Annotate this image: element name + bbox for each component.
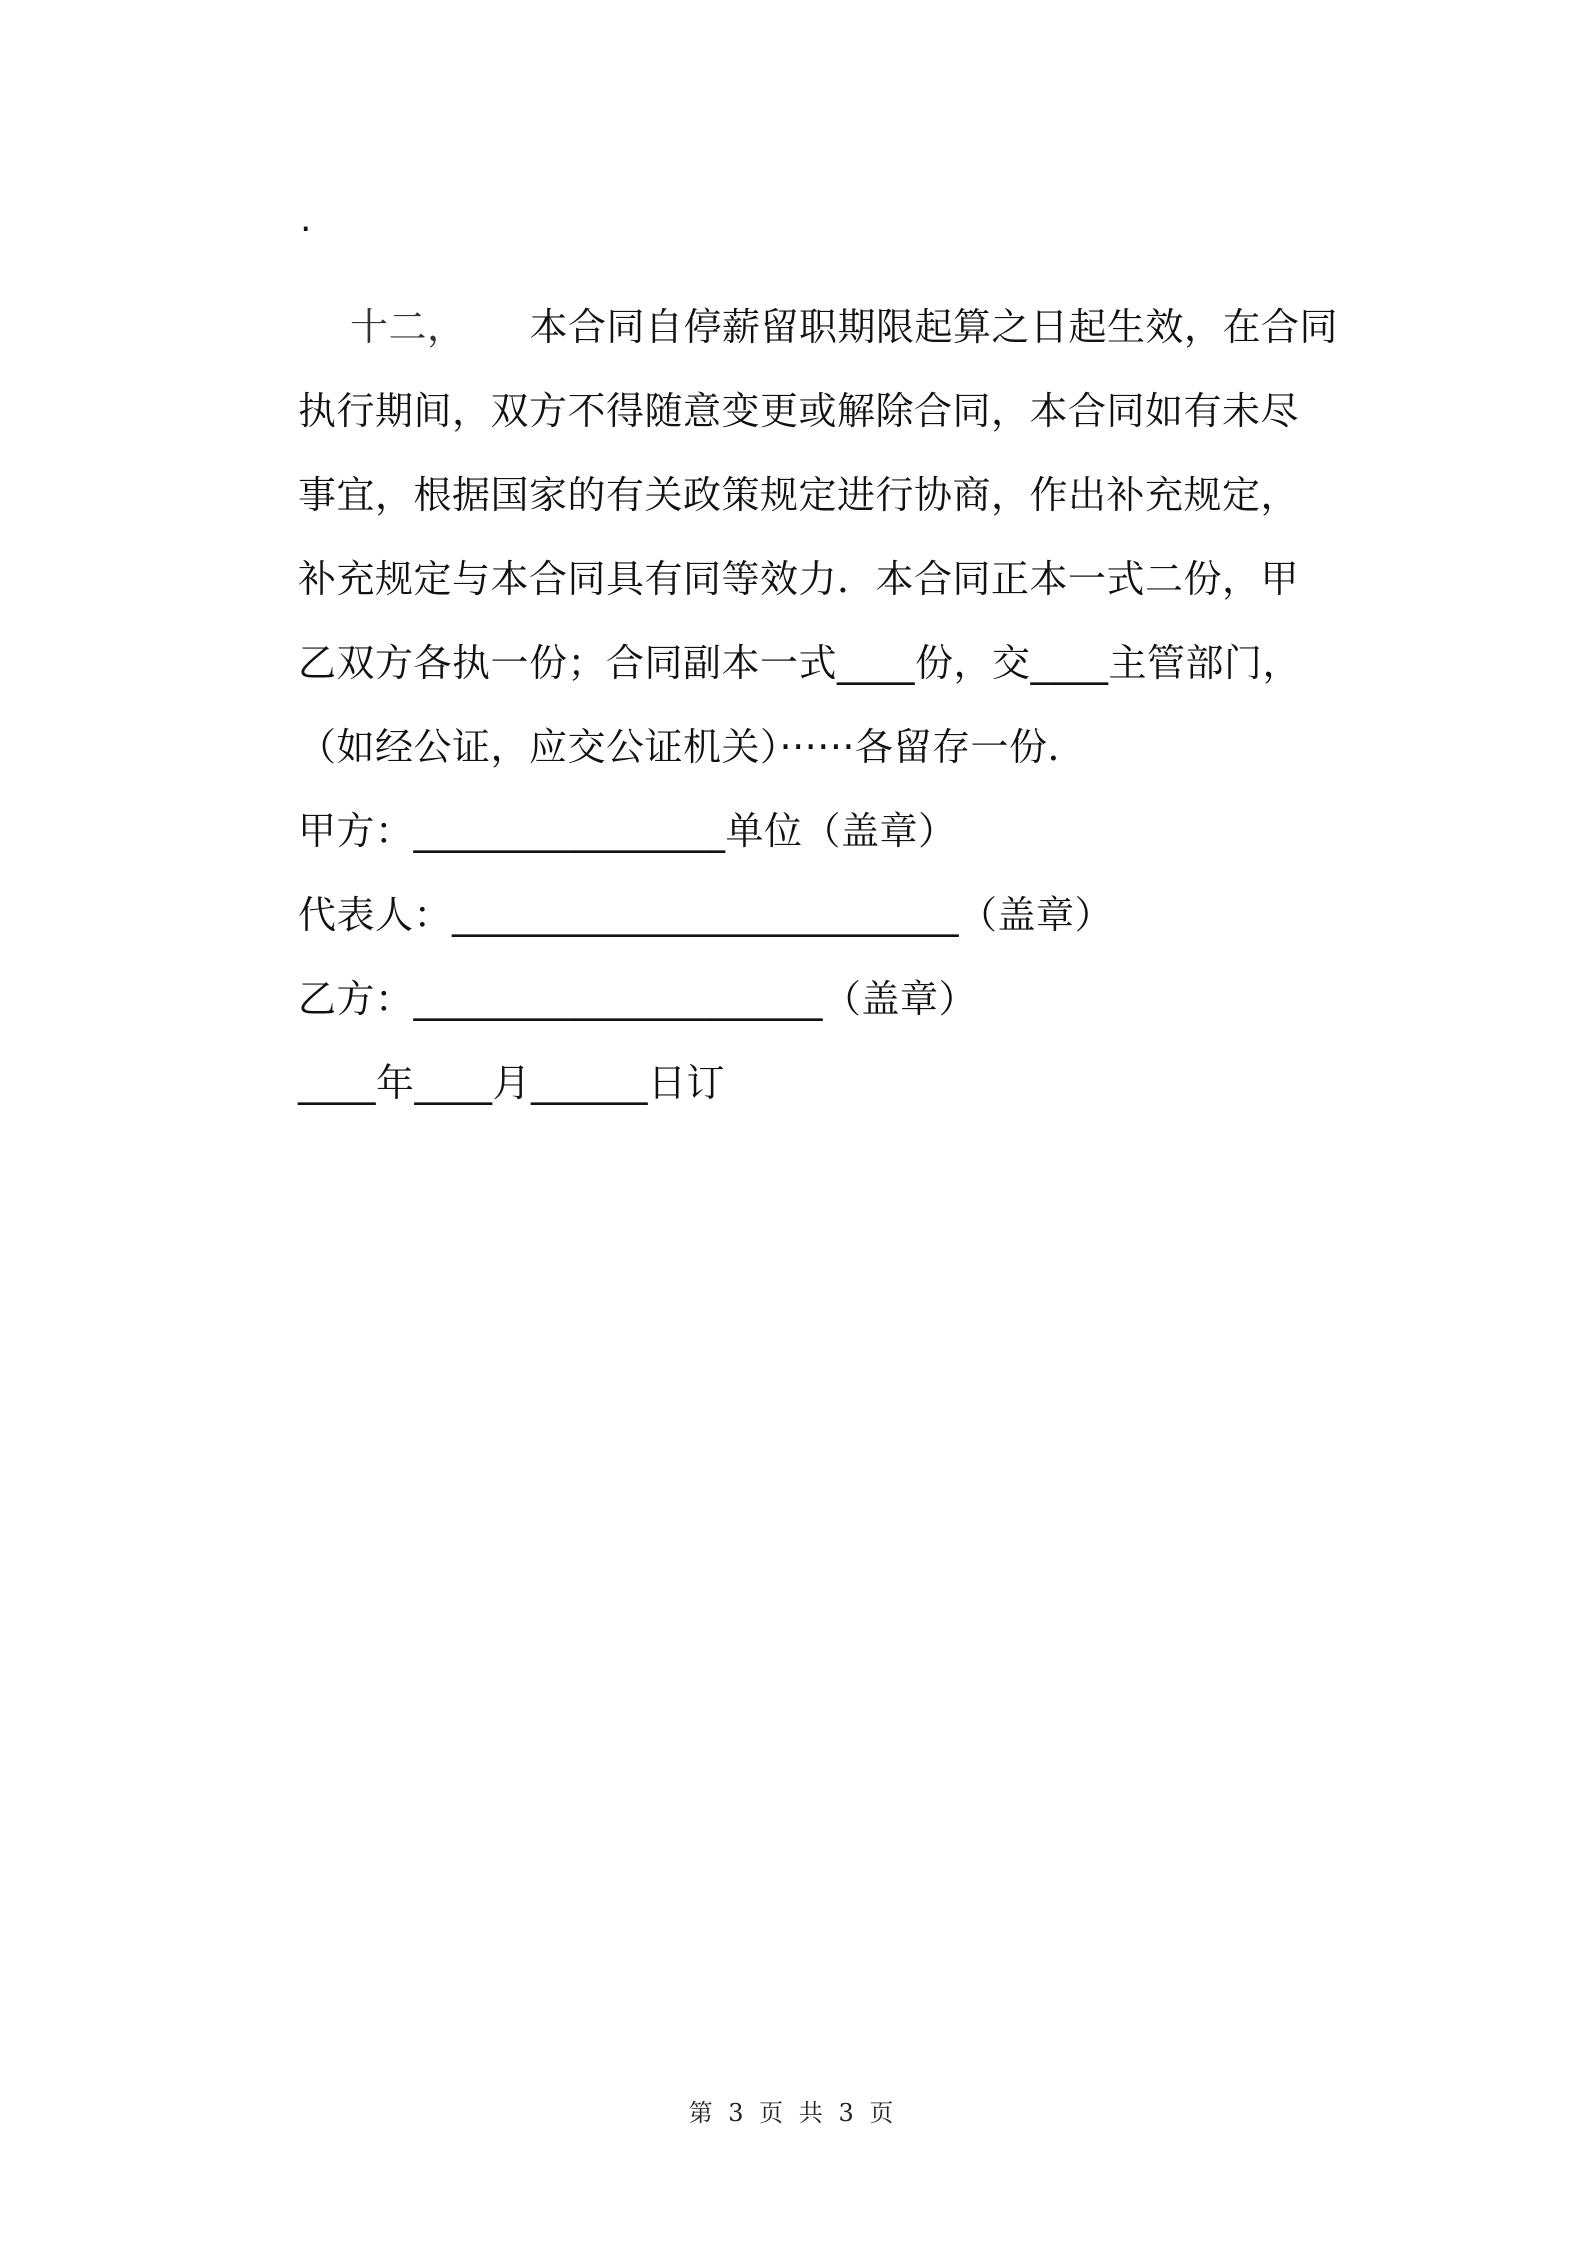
- contract-body: [298, 285, 1358, 1125]
- stray-mark: ·: [300, 209, 312, 250]
- signature-block: [298, 789, 1358, 1125]
- clause-number: 十二，: [350, 305, 466, 349]
- page-footer: 第 3 页 共 3 页: [688, 2099, 898, 2127]
- representative-line: 代表人：__________________________（盖章）: [298, 893, 1114, 937]
- paragraph-line: 执行期间，双方不得随意变更或解除合同，本合同如有未尽: [298, 389, 1300, 433]
- date-line: ____年____月______日订: [298, 1061, 726, 1105]
- paragraph-line: [298, 285, 1358, 369]
- paragraph-line: 乙双方各执一份；合同副本一式____份，交____主管部门，: [298, 641, 1302, 685]
- paragraph-line: 事宜，根据国家的有关政策规定进行协商，作出补充规定，: [298, 473, 1300, 517]
- party-a-line: 甲方：________________单位（盖章）: [298, 809, 957, 853]
- paragraph-line-text: 本合同自停薪留职期限起算之日起生效，在合同: [529, 305, 1339, 349]
- party-b-line: 乙方：_____________________（盖章）: [298, 977, 978, 1021]
- paragraph-line: （如经公证，应交公证机关）······各留存一份．: [298, 725, 1086, 769]
- paragraph-line: 补充规定与本合同具有同等效力．本合同正本一式二份，甲: [298, 557, 1300, 601]
